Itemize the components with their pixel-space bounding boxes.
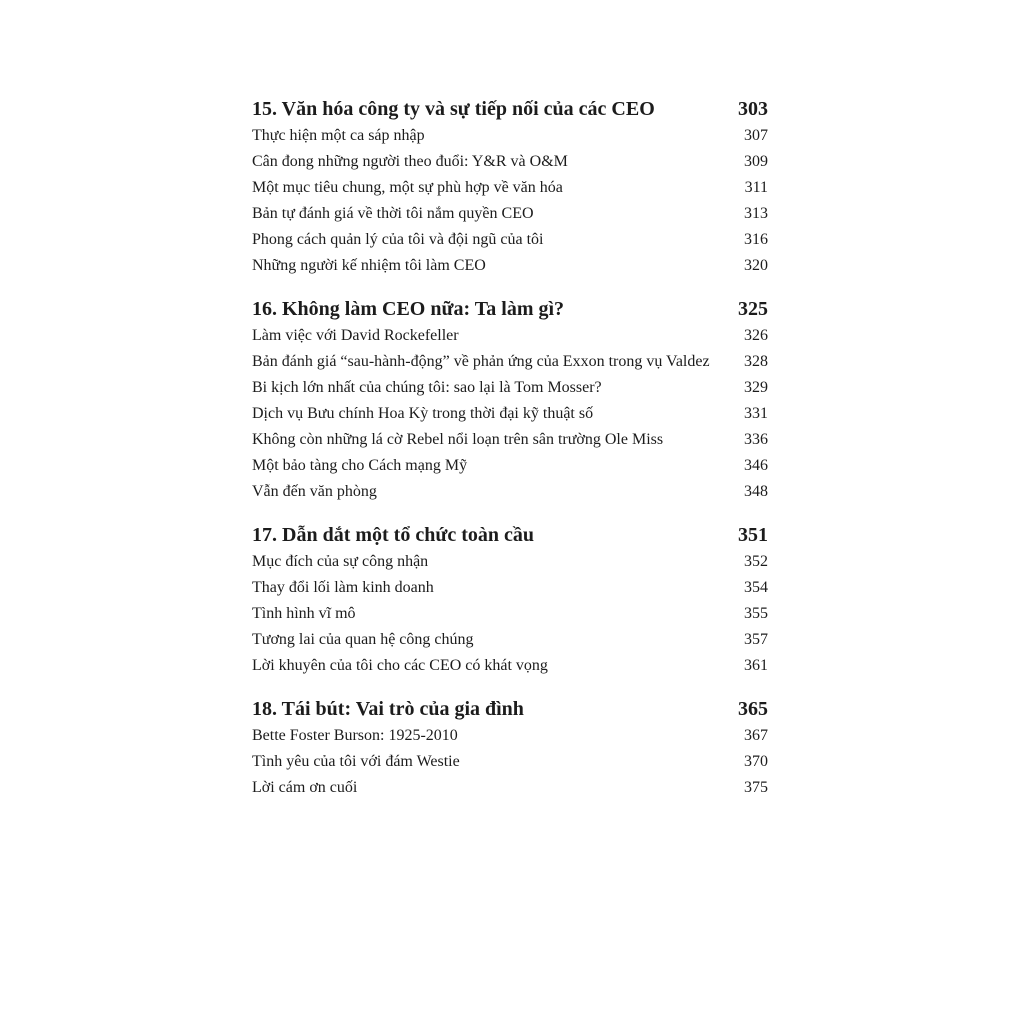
toc-entry	[252, 401, 768, 427]
entry-page: 307	[744, 127, 768, 144]
entry-title: Một bảo tàng cho Cách mạng Mỹ	[252, 457, 468, 474]
entry-page: 316	[744, 231, 768, 248]
chapter-heading	[252, 696, 768, 722]
toc-entry	[252, 375, 768, 401]
toc-entry	[252, 149, 768, 175]
entry-title: Bi kịch lớn nhất của chúng tôi: sao lại là Tom Mosser?	[252, 379, 602, 396]
entry-page: 326	[744, 327, 768, 344]
entry-title: Tình hình vĩ mô	[252, 605, 356, 622]
entry-page: 311	[744, 179, 768, 196]
toc-entry	[252, 323, 768, 349]
entry-page: 309	[744, 153, 768, 170]
entry-title: Một mục tiêu chung, một sự phù hợp về văn hóa	[252, 179, 563, 196]
entry-title: Bản tự đánh giá về thời tôi nắm quyền CEO	[252, 205, 534, 222]
entry-page: 354	[744, 579, 768, 596]
toc-entry	[252, 627, 768, 653]
entry-page: 346	[744, 457, 768, 474]
entry-title: Những người kế nhiệm tôi làm CEO	[252, 257, 486, 274]
entry-page: 313	[744, 205, 768, 222]
chapter-heading	[252, 96, 768, 122]
chapter-title: 15. Văn hóa công ty và sự tiếp nối của các CEO	[252, 98, 655, 120]
entry-page: 320	[744, 257, 768, 274]
chapter-17	[252, 522, 768, 679]
entry-page: 348	[744, 483, 768, 500]
chapter-15	[252, 96, 768, 279]
toc-entry	[252, 123, 768, 149]
entry-title: Phong cách quản lý của tôi và đội ngũ của tôi	[252, 231, 544, 248]
toc-entry	[252, 575, 768, 601]
entry-title: Bette Foster Burson: 1925-2010	[252, 727, 458, 744]
toc-entry	[252, 723, 768, 749]
chapter-page: 303	[738, 98, 768, 120]
entry-page: 361	[744, 657, 768, 674]
entry-title: Thực hiện một ca sáp nhập	[252, 127, 425, 144]
chapter-heading	[252, 296, 768, 322]
entry-title: Dịch vụ Bưu chính Hoa Kỳ trong thời đại kỹ thuật số	[252, 405, 594, 422]
entry-page: 331	[744, 405, 768, 422]
entry-page: 375	[744, 779, 768, 796]
toc-entry	[252, 549, 768, 575]
entry-title: Cân đong những người theo đuổi: Y&R và O&M	[252, 153, 568, 170]
chapter-page: 365	[738, 698, 768, 720]
toc-entry	[252, 749, 768, 775]
chapter-heading	[252, 522, 768, 548]
entry-title: Bản đánh giá “sau-hành-động” về phản ứng của Exxon trong vụ Valdez	[252, 353, 710, 370]
entry-page: 357	[744, 631, 768, 648]
entry-title: Tình yêu của tôi với đám Westie	[252, 753, 460, 770]
toc-entry	[252, 601, 768, 627]
entry-title: Vẫn đến văn phòng	[252, 483, 377, 500]
entry-title: Lời cám ơn cuối	[252, 779, 358, 796]
chapter-page: 325	[738, 298, 768, 320]
chapter-16	[252, 296, 768, 505]
entry-title: Không còn những lá cờ Rebel nổi loạn trên sân trường Ole Miss	[252, 431, 664, 448]
chapter-title: 17. Dẫn dắt một tổ chức toàn cầu	[252, 524, 534, 546]
toc-entry	[252, 175, 768, 201]
toc-entry	[252, 227, 768, 253]
entry-page: 352	[744, 553, 768, 570]
toc-entry	[252, 349, 768, 375]
entry-title: Tương lai của quan hệ công chúng	[252, 631, 474, 648]
entry-page: 328	[744, 353, 768, 370]
toc-entry	[252, 201, 768, 227]
chapter-page: 351	[738, 524, 768, 546]
entry-page: 336	[744, 431, 768, 448]
entry-title: Mục đích của sự công nhận	[252, 553, 429, 570]
toc-entry	[252, 453, 768, 479]
toc-entry	[252, 479, 768, 505]
toc-entry	[252, 427, 768, 453]
toc-entry	[252, 253, 768, 279]
entry-page: 370	[744, 753, 768, 770]
entry-title: Làm việc với David Rockefeller	[252, 327, 459, 344]
entry-title: Thay đổi lối làm kinh doanh	[252, 579, 434, 596]
entry-title: Lời khuyên của tôi cho các CEO có khát vọng	[252, 657, 548, 674]
toc-entry	[252, 653, 768, 679]
chapter-18	[252, 696, 768, 801]
entry-page: 329	[744, 379, 768, 396]
chapter-title: 16. Không làm CEO nữa: Ta làm gì?	[252, 298, 565, 320]
entry-page: 367	[744, 727, 768, 744]
entry-page: 355	[744, 605, 768, 622]
table-of-contents	[252, 96, 768, 818]
toc-entry	[252, 775, 768, 801]
chapter-title: 18. Tái bút: Vai trò của gia đình	[252, 698, 524, 720]
